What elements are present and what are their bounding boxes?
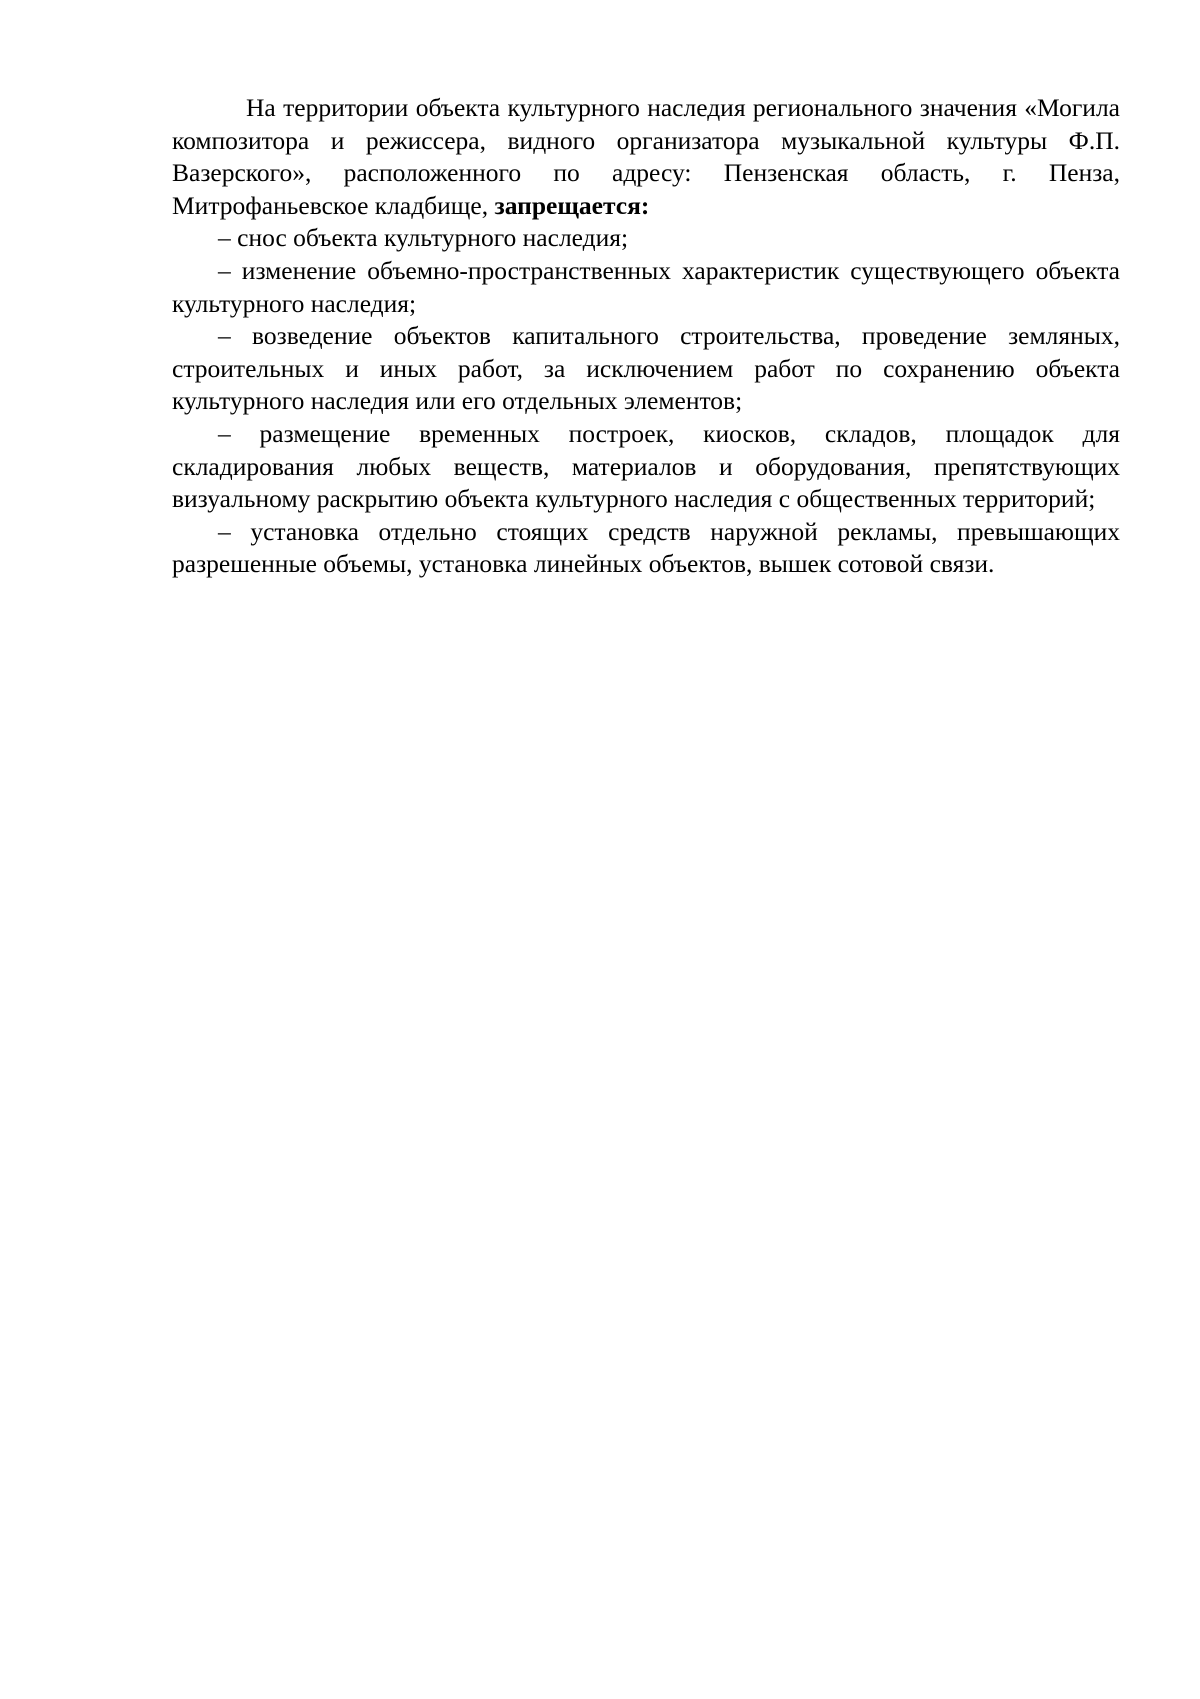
intro-paragraph bbox=[172, 92, 1120, 222]
list-item-volume-change: – изменение объемно-пространственных характеристик существующего объекта культурного наследия; bbox=[172, 255, 1120, 318]
list-item-construction: – возведение объектов капитального строительства, проведение земляных, строительных и иных работ, за исключением работ по сохранению объекта культурного наследия или его отдельных элементов; bbox=[172, 321, 1120, 416]
intro-text: На территории объекта культурного наследия регионального значения «Могила композитора и режиссера, видного организатора музыкальной культуры Ф.П. Вазерского», расположенного по адресу: Пензенская область, г. Пенза, Митрофаньевское кладбище, bbox=[172, 93, 1120, 220]
list-item-advertising: – установка отдельно стоящих средств наружной рекламы, превышающих разрешенные объемы, установка линейных объектов, вышек сотовой связи. bbox=[172, 516, 1120, 579]
document-body bbox=[172, 92, 1120, 581]
intro-emphasis: запрещается: bbox=[494, 190, 650, 220]
list-item-temporary-structures: – размещение временных построек, киосков, складов, площадок для складирования любых веществ, материалов и оборудования, препятствующих визуальному раскрытию объекта культурного наследия с общественных территорий; bbox=[172, 418, 1120, 514]
list-item-demolition: – снос объекта культурного наследия; bbox=[218, 223, 629, 253]
